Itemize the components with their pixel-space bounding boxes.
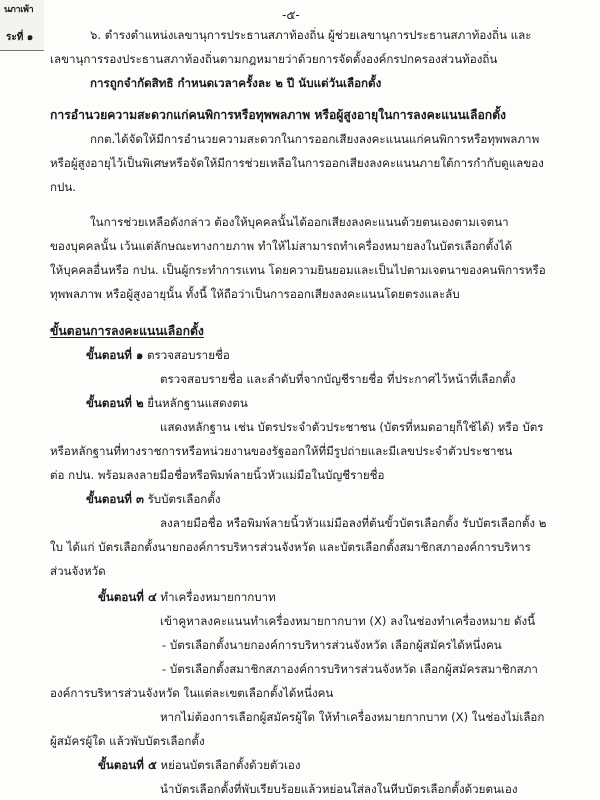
facilitation-p2-line-1: ในการช่วยเหลือดังกล่าว ต้องให้บุคคลนั้นได้ออกเสียงลงคะแนนด้วยตนเองตามเจตนา <box>90 215 509 229</box>
facilitation-p1-line-2: หรือผู้สูงอายุไว้เป็นพิเศษหรือจัดให้มีการช่วยเหลือในการออกเสียงลงคะแนนภายใต้การกำกับดูแลของ <box>50 156 544 170</box>
step-2-label: ขั้นตอนที่ ๒ <box>86 396 144 410</box>
step-2-line-1: แสดงหลักฐาน เช่น บัตรประจำตัวประชาชน (บัตรที่หมดอายุก็ใช้ได้) หรือ บัตร <box>160 420 544 434</box>
step-2-title: ยื่นหลักฐานแสดงตน <box>147 396 248 410</box>
step-4-header <box>98 589 276 605</box>
step-4-title: ทำเครื่องหมายกากบาท <box>160 590 276 604</box>
step-4-line-3: ผู้สมัครผู้ใด แล้วพับบัตรเลือกตั้ง <box>50 734 205 748</box>
step-5-header <box>98 757 301 773</box>
step-4-line-2: หากไม่ต้องการเลือกผู้สมัครผู้ใด ให้ทำเครื่องหมายกากบาท (X) ในช่องไม่เลือก <box>160 710 545 724</box>
step-1-title: ตรวจสอบรายชื่อ <box>147 348 230 362</box>
procedure-heading: ขั้นตอนการลงคะแนนเลือกตั้ง <box>50 324 204 338</box>
step-5-label: ขั้นตอนที่ ๕ <box>98 758 157 772</box>
step-4-line-1: เข้าคูหาลงคะแนนทำเครื่องหมายกากบาท (X) ลงในช่องทำเครื่องหมาย ดังนี้ <box>160 614 536 628</box>
step-2-line-3: ต่อ กปน. พร้อมลงลายมือชื่อหรือพิมพ์ลายนิ้วหัวแม่มือในบัญชีรายชื่อ <box>50 468 385 482</box>
page-corner-tab <box>0 0 44 51</box>
step-1-header <box>86 347 230 363</box>
step-4-bullet-2-line-2: องค์การบริหารส่วนจังหวัด ในแต่ละเขตเลือกตั้งได้หนึ่งคน <box>50 686 334 700</box>
corner-text-bottom: ระที่ ๑ <box>6 32 34 43</box>
item-6-line-2: เลขานุการรองประธานสภาท้องถิ่นตามกฎหมายว่าด้วยการจัดตั้งองค์กรปกครองส่วนท้องถิ่น <box>50 52 498 66</box>
step-1-label: ขั้นตอนที่ ๑ <box>86 348 144 362</box>
page-number: -๕- <box>282 8 300 22</box>
step-3-header <box>86 491 221 507</box>
facilitation-p1-line-3: กปน. <box>50 180 76 194</box>
step-2-line-2: หรือหลักฐานที่ทางราชการหรือหน่วยงานของรัฐออกให้ที่มีรูปถ่ายและมีเลขประจำตัวประชาชน <box>50 444 513 458</box>
item-6-line-1: ๖. ตำรงตำแหน่งเลขานุการประธานสภาท้องถิ่น ผู้ช่วยเลขานุการประธานสภาท้องถิ่น และ <box>90 28 532 42</box>
facilitation-p1-line-1: กกต.ได้จัดให้มีการอำนวยความสะดวกในการออกเสียงลงคะแนนแก่คนพิการหรือทุพพลภาพ <box>90 132 540 146</box>
step-4-bullet-2-line-1: - บัตรเลือกตั้งสมาชิกสภาองค์การบริหารส่วนจังหวัด เลือกผู้สมัครสมาชิกสภา <box>162 662 538 676</box>
step-3-line-1: ลงลายมือชื่อ หรือพิมพ์ลายนิ้วหัวแม่มือลงที่ต้นขั้วบัตรเลือกตั้ง รับบัตรเลือกตั้ง ๒ <box>160 516 547 530</box>
facilitation-p2-line-4: ทุพพลภาพ หรือผู้สูงอายุนั้น ทั้งนี้ ให้ถือว่าเป็นการออกเสียงลงคะแนนโดยตรงและลับ <box>50 287 460 301</box>
step-5-line-1: นำบัตรเลือกตั้งที่พับเรียบร้อยแล้วหย่อนใส่ลงในหีบบัตรเลือกตั้งด้วยตนเอง <box>160 782 518 796</box>
facilitation-p2-line-3: ให้บุคคลอื่นหรือ กปน. เป็นผู้กระทำการแทน โดยความยินยอมและเป็นไปตามเจตนาของคนพิการหรือ <box>50 263 546 277</box>
step-3-line-2: ใบ ได้แก่ บัตรเลือกตั้งนายกองค์การบริหารส่วนจังหวัด และบัตรเลือกตั้งสมาชิกสภาองค์การบริหาร <box>50 540 531 554</box>
facilitation-p2-line-2: ของบุคคลนั้น เว้นแต่ลักษณะทางกายภาพ ทำให้ไม่สามารถทำเครื่องหมายลงในบัตรเลือกตั้งได้ <box>50 239 513 253</box>
step-1-line-1: ตรวจสอบรายชื่อ และลำดับที่จากบัญชีรายชื่อ ที่ประกาศไว้หน้าที่เลือกตั้ง <box>160 372 516 386</box>
step-4-bullet-1: - บัตรเลือกตั้งนายกองค์การบริหารส่วนจังหวัด เลือกผู้สมัครได้หนึ่งคน <box>162 638 502 652</box>
step-3-line-3: ส่วนจังหวัด <box>50 564 106 578</box>
step-2-header <box>86 395 248 411</box>
restriction-heading: การถูกจำกัดสิทธิ กำหนดเวลาครั้งละ ๒ ปี นับแต่วันเลือกตั้ง <box>90 76 382 90</box>
corner-text-top: นภาเพ้า <box>4 5 34 15</box>
step-3-label: ขั้นตอนที่ ๓ <box>86 492 144 506</box>
step-5-title: หย่อนบัตรเลือกตั้งด้วยตัวเอง <box>160 758 301 772</box>
step-4-label: ขั้นตอนที่ ๔ <box>98 590 157 604</box>
facilitation-heading: การอำนวยความสะดวกแก่คนพิการหรือทุพพลภาพ หรือผู้สูงอายุในการลงคะแนนเลือกตั้ง <box>50 108 507 122</box>
step-3-title: รับบัตรเลือกตั้ง <box>147 492 221 506</box>
